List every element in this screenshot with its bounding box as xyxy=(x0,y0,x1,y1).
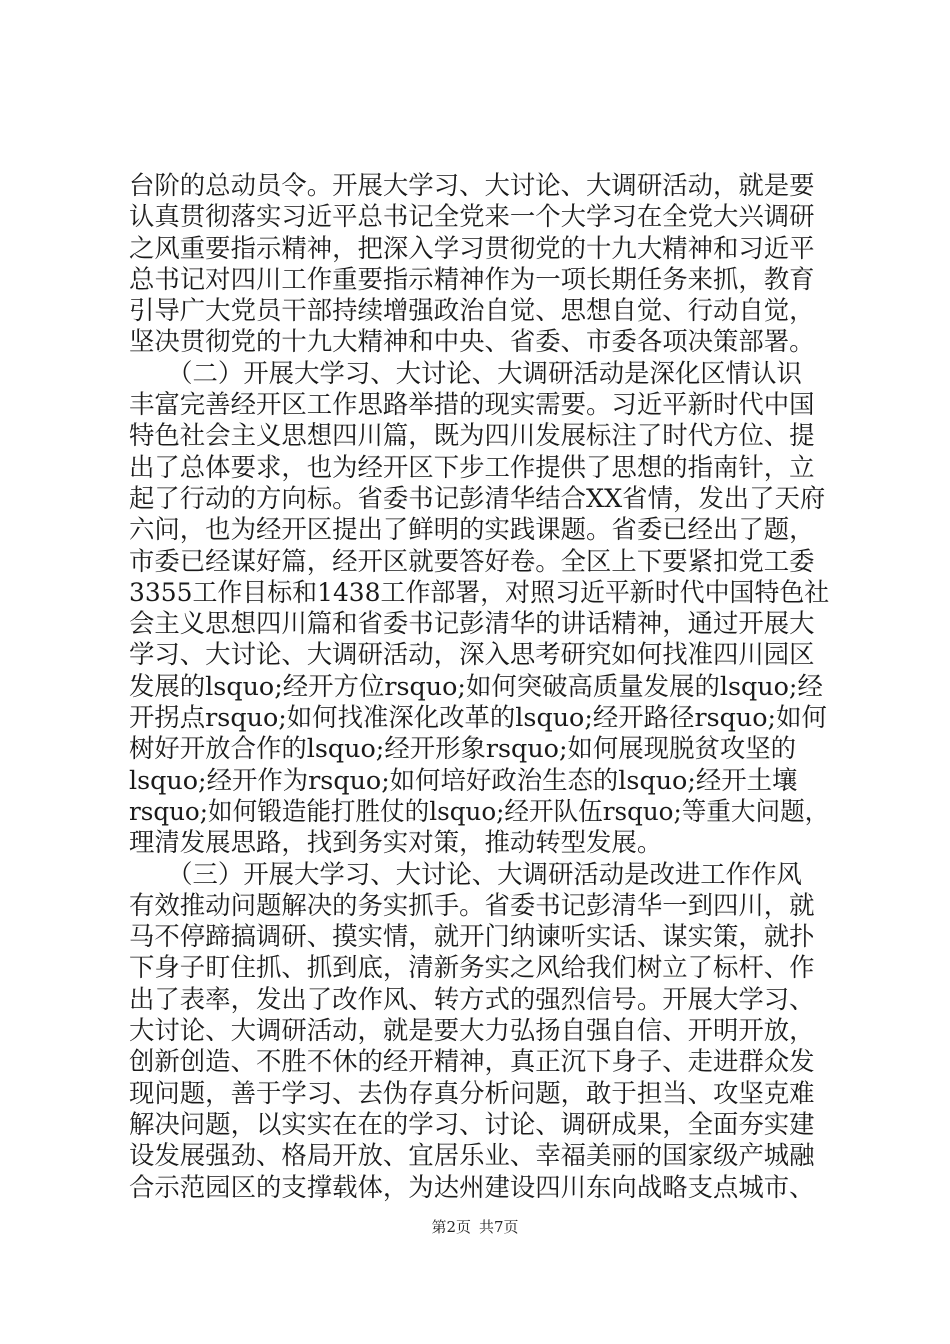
text-line: 台阶的总动员令。开展大学习、大讨论、大调研活动，就是要 xyxy=(129,170,815,200)
text-line: 学习、大讨论、大调研活动，深入思考研究如何找准四川园区 xyxy=(129,639,815,670)
text-line: 设发展强劲、格局开放、宜居乐业、幸福美丽的国家级产城融 xyxy=(129,1140,815,1171)
text-line: 理清发展思路，找到务实对策，推动转型发展。 xyxy=(129,827,663,858)
text-line: 3355工作目标和1438工作部署，对照习近平新时代中国特色社 xyxy=(129,576,830,607)
text-line: 六问，也为经开区提出了鲜明的实践课题。省委已经出了题， xyxy=(129,514,815,545)
text-line: 树好开放合作的lsquo;经开形象rsquo;如何展现脱贫攻坚的 xyxy=(129,733,797,764)
text-line: 创新创造、不胜不休的经开精神，真正沉下身子、走进群众发 xyxy=(129,1046,815,1077)
text-line: 丰富完善经开区工作思路举措的现实需要。习近平新时代中国 xyxy=(129,389,815,420)
text-line: lsquo;经开作为rsquo;如何培好政治生态的lsquo;经开土壤 xyxy=(129,764,798,795)
text-line: 坚决贯彻党的十九大精神和中央、省委、市委各项决策部署。 xyxy=(129,326,815,357)
body-text xyxy=(129,170,829,1203)
text-line: 认真贯彻落实习近平总书记全党来一个大学习在全党大兴调研 xyxy=(129,201,815,232)
text-line: rsquo;如何锻造能打胜仗的lsquo;经开队伍rsquo;等重大问题， xyxy=(129,795,830,826)
text-line: 发展的lsquo;经开方位rsquo;如何突破高质量发展的lsquo;经 xyxy=(129,670,823,701)
text-line: 马不停蹄搞调研、摸实情，就开门纳谏听实话、谋实策，就扑 xyxy=(129,921,815,952)
text-line: 出了表率，发出了改作风、转方式的强烈信号。开展大学习、 xyxy=(129,983,815,1014)
text-line: （二）开展大学习、大讨论、大调研活动是深化区情认识 xyxy=(129,357,802,388)
text-line: 特色社会主义思想四川篇，既为四川发展标注了时代方位、提 xyxy=(129,420,815,451)
text-line: 起了行动的方向标。省委书记彭清华结合XX省情，发出了天府 xyxy=(129,482,826,513)
text-line: 合示范园区的支撑载体，为达州建设四川东向战略支点城市、 xyxy=(129,1171,815,1202)
text-line: 总书记对四川工作重要指示精神作为一项长期任务来抓，教育 xyxy=(129,263,815,294)
text-line: 市委已经谋好篇，经开区就要答好卷。全区上下要紧扣党工委 xyxy=(129,545,815,576)
text-line: 会主义思想四川篇和省委书记彭清华的讲话精神，通过开展大 xyxy=(129,608,815,639)
text-line: 现问题，善于学习、去伪存真分析问题，敢于担当、攻坚克难 xyxy=(129,1077,815,1108)
text-line: 出了总体要求，也为经开区下步工作提供了思想的指南针，立 xyxy=(129,451,815,482)
text-line: 解决问题，以实实在在的学习、讨论、调研成果，全面夯实建 xyxy=(129,1108,815,1139)
text-line: （三）开展大学习、大讨论、大调研活动是改进工作作风 xyxy=(129,858,802,889)
text-line: 之风重要指示精神，把深入学习贯彻党的十九大精神和习近平 xyxy=(129,232,815,263)
page-footer xyxy=(0,1217,950,1237)
text-line: 大讨论、大调研活动，就是要大力弘扬自强自信、开明开放， xyxy=(129,1015,815,1046)
page-total: 共7页 xyxy=(479,1218,519,1236)
text-line: 引导广大党员干部持续增强政治自觉、思想自觉、行动自觉， xyxy=(129,295,815,326)
text-line: 开拐点rsquo;如何找准深化改革的lsquo;经开路径rsquo;如何 xyxy=(129,702,827,733)
text-line: 下身子盯住抓、抓到底，清新务实之风给我们树立了标杆、作 xyxy=(129,952,815,983)
page-number: 第2页 xyxy=(431,1218,471,1236)
text-line: 有效推动问题解决的务实抓手。省委书记彭清华一到四川，就 xyxy=(129,889,815,920)
